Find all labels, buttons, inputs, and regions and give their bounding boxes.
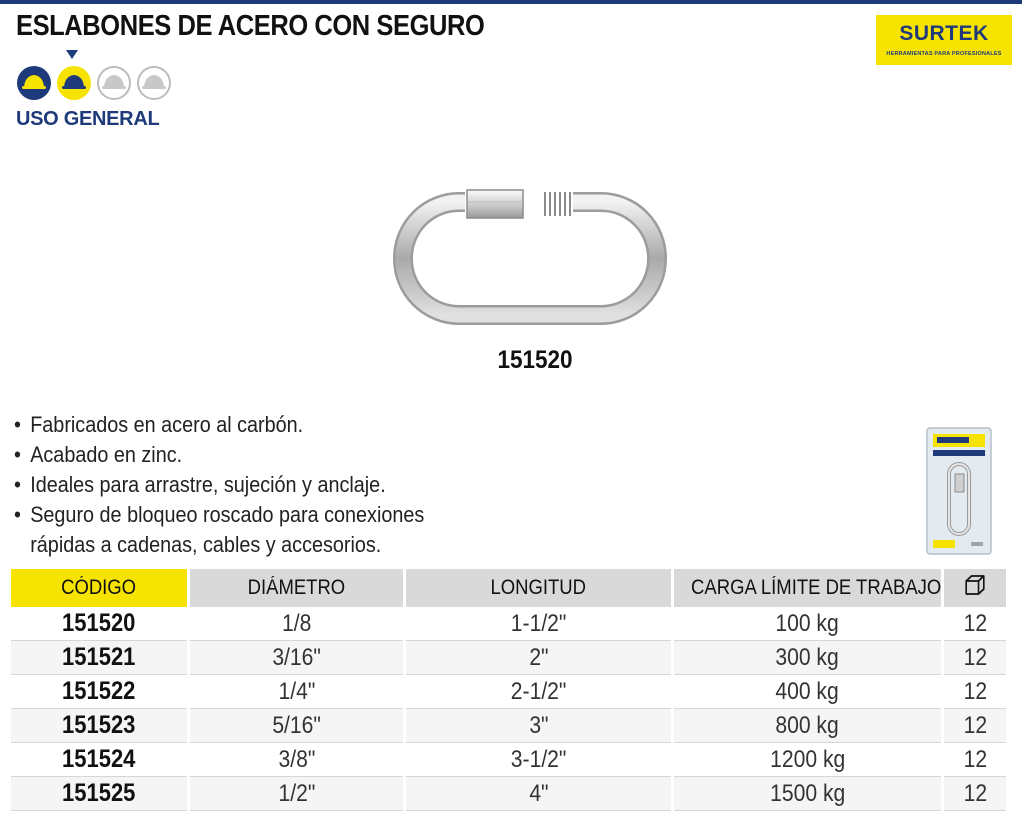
cell-box-qty: 12 xyxy=(944,709,1006,743)
cell-box-qty: 12 xyxy=(944,675,1006,709)
cell-diameter: 1/4" xyxy=(190,675,403,709)
cell-box-qty: 12 xyxy=(944,641,1006,675)
feature-item: • Ideales para arrastre, sujeción y anclaje. xyxy=(14,470,482,500)
box-icon xyxy=(964,574,985,602)
cell-load: 1500 kg xyxy=(674,777,941,811)
cell-load: 400 kg xyxy=(674,675,941,709)
col-header-length: LONGITUD xyxy=(406,569,671,607)
cell-diameter: 1/8 xyxy=(190,607,403,641)
table-row xyxy=(11,675,1006,709)
usage-label: USO GENERAL xyxy=(16,108,160,130)
cell-length: 3" xyxy=(406,709,671,743)
cell-length: 3-1/2" xyxy=(406,743,671,777)
table-row xyxy=(11,709,1006,743)
feature-item: • Acabado en zinc. xyxy=(14,440,482,470)
cell-diameter: 3/16" xyxy=(190,641,403,675)
feature-list xyxy=(14,410,482,560)
cell-code: 151523 xyxy=(11,709,187,743)
selected-marker-icon xyxy=(66,50,78,59)
table-row xyxy=(11,607,1006,641)
brand-logo xyxy=(876,15,1012,65)
feature-item: • Fabricados en acero al carbón. xyxy=(14,410,482,440)
cell-code: 151521 xyxy=(11,641,187,675)
cell-length: 2" xyxy=(406,641,671,675)
cell-load: 800 kg xyxy=(674,709,941,743)
top-rule xyxy=(0,0,1022,4)
col-header-diameter: DIÁMETRO xyxy=(190,569,403,607)
cell-diameter: 3/8" xyxy=(190,743,403,777)
col-header-load: CARGA LÍMITE DE TRABAJO xyxy=(674,569,941,607)
hard-hat-icon xyxy=(136,65,172,101)
cell-box-qty: 12 xyxy=(944,607,1006,641)
brand-name: SURTEK xyxy=(899,22,989,45)
table-header-row xyxy=(11,569,1006,607)
cell-code: 151525 xyxy=(11,777,187,811)
cell-box-qty: 12 xyxy=(944,777,1006,811)
table-row xyxy=(11,777,1006,811)
hard-hat-icon xyxy=(16,65,52,101)
cell-load: 1200 kg xyxy=(674,743,941,777)
brand-tagline: HERRAMIENTAS PARA PROFESIONALES xyxy=(886,51,1002,57)
package-image xyxy=(925,426,993,556)
table-row xyxy=(11,743,1006,777)
cell-load: 100 kg xyxy=(674,607,941,641)
cell-length: 4" xyxy=(406,777,671,811)
cell-code: 151524 xyxy=(11,743,187,777)
table-row xyxy=(11,641,1006,675)
col-header-box xyxy=(944,569,1006,607)
product-caption: 151520 xyxy=(497,346,573,374)
cell-code: 151520 xyxy=(11,607,187,641)
cell-length: 1-1/2" xyxy=(406,607,671,641)
col-header-code: CÓDIGO xyxy=(11,569,187,607)
hard-hat-icon xyxy=(96,65,132,101)
hard-hat-icon xyxy=(56,65,92,101)
specs-table xyxy=(8,569,1009,811)
page-title: ESLABONES DE ACERO CON SEGURO xyxy=(16,10,485,42)
cell-code: 151522 xyxy=(11,675,187,709)
cell-box-qty: 12 xyxy=(944,743,1006,777)
cell-load: 300 kg xyxy=(674,641,941,675)
feature-item: • Seguro de bloqueo roscado para conexiones rápidas a cadenas, cables y accesorios. xyxy=(14,500,482,560)
quick-link-image xyxy=(385,180,675,335)
cell-length: 2-1/2" xyxy=(406,675,671,709)
cell-diameter: 1/2" xyxy=(190,777,403,811)
cell-diameter: 5/16" xyxy=(190,709,403,743)
